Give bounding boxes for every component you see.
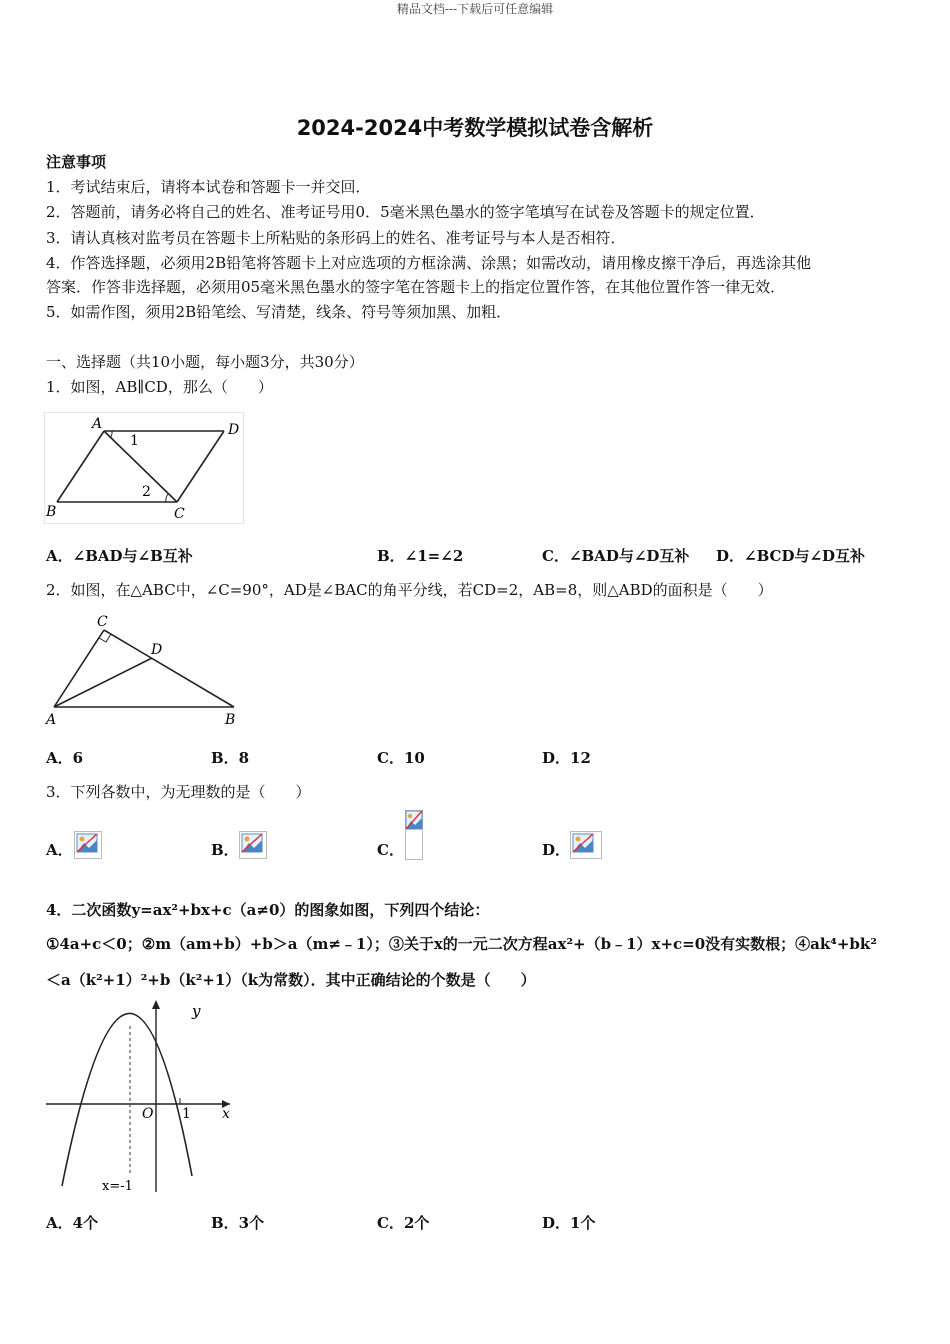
q1-figure-parallelogram xyxy=(44,412,244,524)
y-axis-arrow xyxy=(152,1000,160,1009)
label-b: B xyxy=(46,504,57,520)
q4-option-d: D．1个 xyxy=(542,1214,596,1232)
angle-1-arc xyxy=(110,431,112,438)
q4-stem: 4．二次函数y=ax²+bx+c（a≠0）的图象如图，下列四个结论： xyxy=(46,901,490,919)
header-note: 精品文档---下载后可任意编辑 xyxy=(396,2,554,16)
notes-heading: 注意事项 xyxy=(46,153,107,171)
q1-option-b: B．∠1=∠2 xyxy=(377,547,464,565)
segment-ad xyxy=(54,658,152,707)
q1-stem: 1．如图，AB∥CD，那么（ ） xyxy=(46,378,273,396)
label-a: A xyxy=(46,712,57,728)
note-item: 2．答题前，请务必将自己的姓名、准考证号用0．5毫米黑色墨水的签字笔填写在试卷及答题卡的规定位置． xyxy=(46,203,765,221)
q3-option-d: D． xyxy=(542,841,571,859)
q3-stem: 3．下列各数中，为无理数的是（ ） xyxy=(46,783,311,801)
label-y: y xyxy=(192,1002,201,1020)
segment-cb xyxy=(104,630,234,707)
q3-option-c: C． xyxy=(377,841,404,859)
broken-image-icon xyxy=(405,810,423,860)
segment-ca xyxy=(54,630,104,707)
q2-option-a: A．6 xyxy=(46,749,84,767)
label-c: C xyxy=(174,506,185,522)
figure-frame xyxy=(45,413,244,524)
q4-option-a: A．4个 xyxy=(46,1214,99,1232)
q2-option-c: C．10 xyxy=(377,749,425,767)
segment-cd xyxy=(177,431,224,502)
broken-image-icon xyxy=(74,831,102,859)
parabola-curve xyxy=(62,1013,192,1186)
q4-option-c: C．2个 xyxy=(377,1214,430,1232)
q4-conclusions: ①4a+c＜0；②m（am+b）+b＞a（m≠﹣1）；③关于x的一元二次方程ax²+（b﹣1）x+c=0没有实数根；④ak⁴+bk² xyxy=(46,935,877,953)
label-b: B xyxy=(225,712,236,728)
q4-option-b: B．3个 xyxy=(211,1214,265,1232)
broken-image-icon xyxy=(570,831,602,859)
q3-option-a: A． xyxy=(46,841,73,859)
segment-ac xyxy=(104,431,177,502)
broken-image-icon xyxy=(239,831,267,859)
q1-option-d: D．∠BCD与∠D互补 xyxy=(716,547,866,565)
angle-2-arc xyxy=(166,494,168,502)
label-d: D xyxy=(228,422,240,438)
label-angle-1: 1 xyxy=(130,433,139,449)
label-angle-2: 2 xyxy=(142,484,151,500)
label-origin: O xyxy=(142,1106,154,1122)
page-title: 2024-2024中考数学模拟试卷含解析 xyxy=(296,116,654,140)
q2-option-b: B．8 xyxy=(211,749,250,767)
q1-option-a: A．∠BAD与∠B互补 xyxy=(46,547,193,565)
q4-figure-parabola xyxy=(44,996,236,1200)
q4-question-line: ＜a（k²+1）²+b（k²+1）（k为常数）．其中正确结论的个数是（ ） xyxy=(46,971,536,989)
section-heading: 一、选择题（共10小题，每小题3分，共30分） xyxy=(46,353,364,371)
q1-option-c: C．∠BAD与∠D互补 xyxy=(542,547,690,565)
label-x: x xyxy=(222,1106,230,1122)
label-c: C xyxy=(97,614,108,630)
label-symmetry: x=-1 xyxy=(102,1179,133,1194)
note-item: 5．如需作图，须用2B铅笔绘、写清楚，线条、符号等须加黑、加粗． xyxy=(46,303,512,321)
label-one: 1 xyxy=(182,1106,191,1122)
note-item: 答案．作答非选择题，必须用05毫米黑色墨水的签字笔在答题卡上的指定位置作答，在其他位置作答一律无效． xyxy=(46,278,786,296)
q2-stem: 2．如图，在△ABC中，∠C=90°，AD是∠BAC的角平分线，若CD=2，AB=8，则△ABD的面积是（ ） xyxy=(46,581,773,599)
q2-figure-triangle xyxy=(44,612,244,728)
q3-option-b: B． xyxy=(211,841,239,859)
note-item: 4．作答选择题，必须用2B铅笔将答题卡上对应选项的方框涂满、涂黑；如需改动，请用橡皮擦干净后，再选涂其他 xyxy=(46,254,812,272)
label-d: D xyxy=(151,642,163,658)
q2-option-d: D．12 xyxy=(542,749,591,767)
label-a: A xyxy=(92,416,103,432)
note-item: 1．考试结束后，请将本试卷和答题卡一并交回． xyxy=(46,178,371,196)
note-item: 3．请认真核对监考员在答题卡上所粘贴的条形码上的姓名、准考证号与本人是否相符． xyxy=(46,229,626,247)
segment-ab xyxy=(57,431,104,502)
